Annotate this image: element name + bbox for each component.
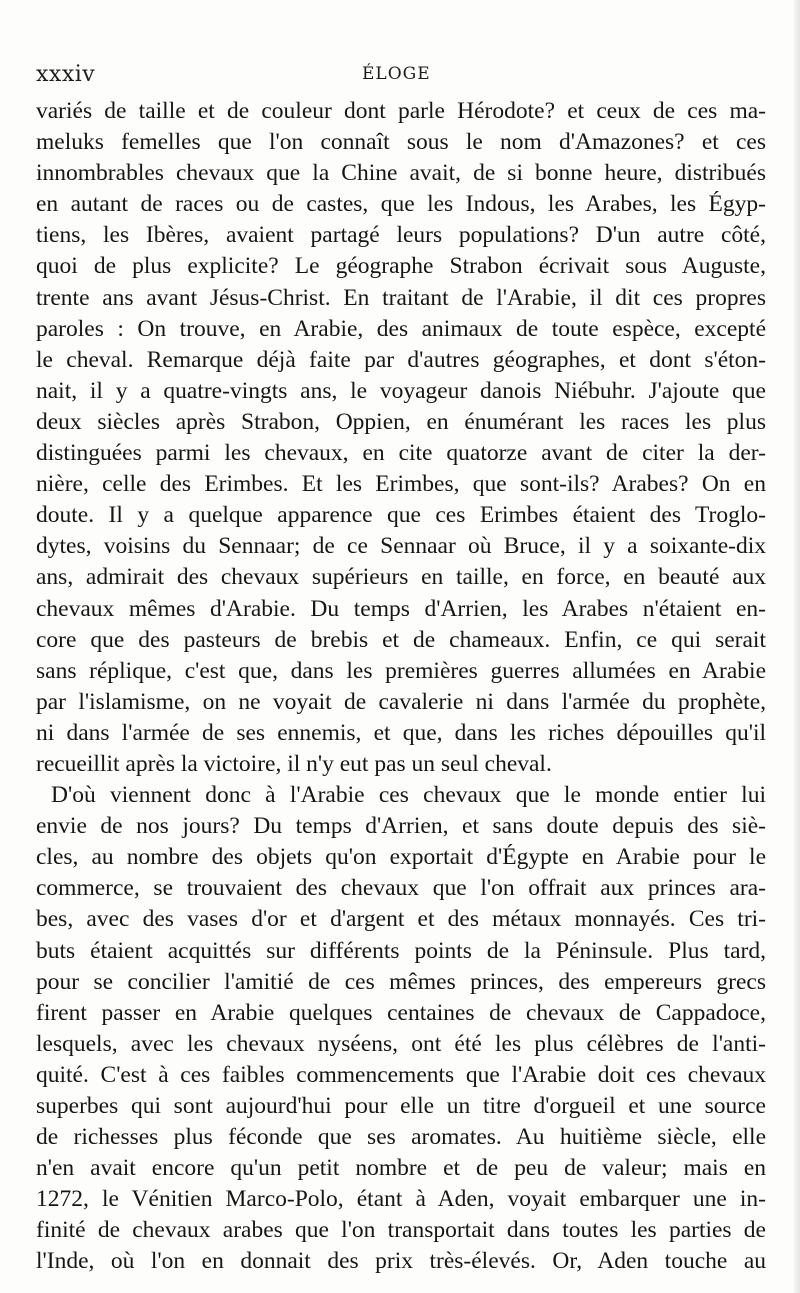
text-line: 1272, le Vénitien Marco-Polo, étant à Aden, voyait embarquer une in-: [36, 1186, 766, 1213]
text-line: doute. Il y a quelque apparence que ces Erimbes étaient des Troglo-: [36, 502, 766, 529]
text-line: commerce, se trouvaient des chevaux que l'on offrait aux princes ara-: [36, 875, 766, 902]
page-edge-shadow: [794, 0, 800, 1293]
text-line: distinguées parmi les chevaux, en cite quatorze avant de citer la der-: [36, 440, 766, 467]
text-line: sans réplique, c'est que, dans les premières guerres allumées en Arabie: [36, 657, 766, 684]
text-line: superbes qui sont aujourd'hui pour elle un titre d'orgueil et une source: [36, 1093, 766, 1119]
text-line: cles, au nombre des objets qu'on exportait d'Égypte en Arabie pour le: [36, 844, 766, 871]
text-line: buts étaient acquittés sur différents points de la Péninsule. Plus tard,: [36, 937, 766, 964]
page-header: [0, 62, 800, 92]
text-line: l'Inde, où l'on en donnait des prix très-élevés. Or, Aden touche au: [36, 1248, 766, 1275]
text-line: en autant de races ou de castes, que les Indous, les Arabes, les Égyp-: [36, 191, 766, 218]
text-line: pour se concilier l'amitié de ces mêmes princes, des empereurs grecs: [36, 968, 766, 995]
running-head: ÉLOGE: [362, 64, 431, 84]
text-line: innombrables chevaux que la Chine avait, de si bonne heure, distribués: [36, 160, 766, 187]
text-line: n'en avait encore qu'un petit nombre et de peu de valeur; mais en: [36, 1155, 766, 1182]
text-line: dytes, voisins du Sennaar; de ce Sennaar où Bruce, il y a soixante-dix: [36, 533, 766, 560]
text-line: le cheval. Remarque déjà faite par d'autres géographes, et dont s'éton-: [36, 346, 766, 373]
text-line: core que des pasteurs de brebis et de chameaux. Enfin, ce qui serait: [36, 626, 766, 653]
text-line: finité de chevaux arabes que l'on transportait dans toutes les parties de: [36, 1217, 766, 1244]
text-line: ans, admirait des chevaux supérieurs en taille, en force, en beauté aux: [36, 564, 766, 591]
text-line: quoi de plus explicite? Le géographe Strabon écrivait sous Auguste,: [36, 253, 766, 280]
paragraph-1: [36, 96, 766, 780]
text-line: nait, il y a quatre-vingts ans, le voyageur danois Niébuhr. J'ajoute que: [36, 377, 766, 404]
paragraph-2: [36, 780, 766, 1278]
text-line: deux siècles après Strabon, Oppien, en énumérant les races les plus: [36, 408, 766, 435]
text-line: de richesses plus féconde que ses aromates. Au huitième siècle, elle: [36, 1124, 766, 1151]
text-line: nière, celle des Erimbes. Et les Erimbes, que sont-ils? Arabes? On en: [36, 471, 766, 498]
text-line: bes, avec des vases d'or et d'argent et des métaux monnayés. Ces tri-: [36, 906, 766, 933]
text-line: quité. C'est à ces faibles commencements que l'Arabie doit ces chevaux: [36, 1061, 766, 1088]
text-line: paroles : On trouve, en Arabie, des animaux de toute espèce, excepté: [36, 315, 766, 342]
text-line: lesquels, avec les chevaux nyséens, ont été les plus célèbres de l'anti-: [36, 1030, 766, 1057]
text-line: D'où viennent donc à l'Arabie ces chevaux que le monde entier lui: [51, 782, 766, 809]
text-line: trente ans avant Jésus-Christ. En traitant de l'Arabie, il dit ces propres: [36, 284, 766, 311]
body-text: [36, 96, 766, 1278]
text-line: firent passer en Arabie quelques centaines de chevaux de Cappadoce,: [36, 999, 766, 1026]
text-line: meluks femelles que l'on connaît sous le nom d'Amazones? et ces: [36, 129, 766, 156]
text-line: chevaux mêmes d'Arabie. Du temps d'Arrien, les Arabes n'étaient en-: [36, 595, 766, 622]
text-line: tiens, les Ibères, avaient partagé leurs populations? D'un autre côté,: [36, 222, 766, 249]
text-line: recueillit après la victoire, il n'y eut pas un seul cheval.: [36, 750, 552, 777]
text-line: envie de nos jours? Du temps d'Arrien, et sans doute depuis des siè-: [36, 813, 766, 840]
text-line: variés de taille et de couleur dont parle Hérodote? et ceux de ces ma-: [36, 98, 766, 124]
text-line: par l'islamisme, on ne voyait de cavalerie ni dans l'armée du prophète,: [36, 688, 766, 715]
page-number: xxxiv: [36, 62, 96, 87]
text-line: ni dans l'armée de ses ennemis, et que, dans les riches dépouilles qu'il: [36, 719, 766, 746]
